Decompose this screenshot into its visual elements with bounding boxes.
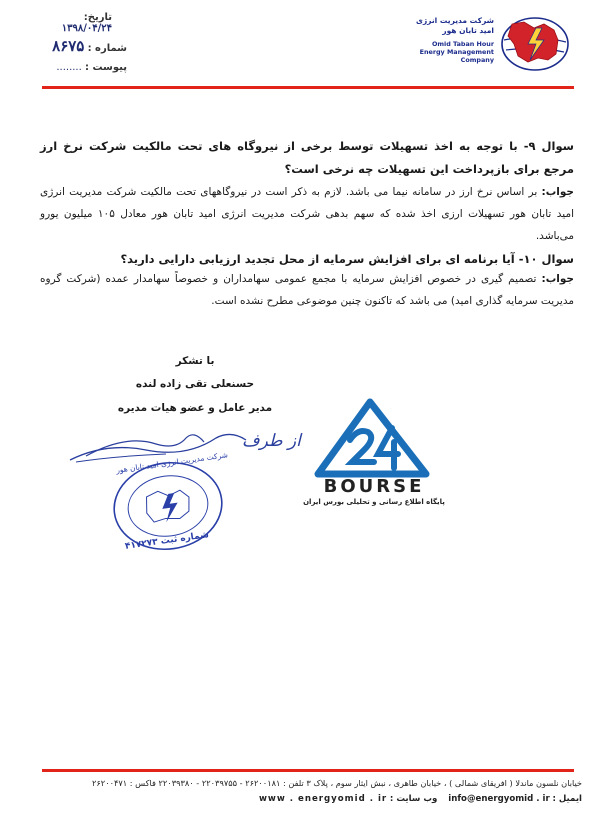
stamp-text-bottom: شماره ثبت ۴۱۷۲۷۳ (124, 530, 210, 552)
number-value: ۸۶۷۵ (52, 37, 85, 55)
stamp-text-top: شرکت مدیریت انرژی امید تابان هور (115, 450, 229, 475)
signer-name: حسنعلی تقی زاده لنده (135, 378, 255, 390)
attachment-row (42, 62, 127, 73)
date-label: تاریخ: (83, 12, 112, 23)
bourse-logo-icon (312, 398, 432, 478)
header-divider (42, 86, 574, 89)
answer-10 (40, 268, 574, 312)
signature-script: از طرف (242, 431, 301, 451)
iran-map-icon (500, 14, 570, 72)
question-10: سوال ۱۰- آیا برنامه ای برای افزایش سرمایه از محل تجدید ارزیابی دارایی دارید؟ (120, 252, 574, 266)
number-row (42, 37, 127, 55)
question-9: سوال ۹- با توجه به اخذ تسهیلات توسط برخی از نیروگاه های تحت مالکیت شرکت نرخ ارز مرجع برای بازپرداخت این تسهیلات چه نرخی است؟ (40, 139, 574, 176)
bourse-tagline: پایگاه اطلاع رسانی و تحلیلی بورس ایران (303, 498, 445, 506)
attachment-label: پیوست : (84, 62, 127, 73)
website-label: وب سایت : (389, 794, 438, 804)
answer-10-text: تصمیم گیری در خصوص افزایش سرمایه با مجمع عمومی سهامداران و خصوصاً سهامدار عمده (شرکت گروه مدیریت سرمایه گذاری امید) می باشد که تاکنون چنین موضوعی مطرح نشده است. (40, 273, 574, 307)
footer-contacts (42, 794, 582, 804)
date-row (42, 12, 112, 34)
answer-9-text: بر اساس نرخ ارز در سامانه نیما می باشد. لازم به ذکر است در نیروگاههای تحت مالکیت شرکت مدیریت انرژی امید تابان هور تسهیلات ارزی اخذ شده که سهم بدهی شرکت مدیریت انرژی امید تابان هور معادل ۱۰۵ میلیون یورو می‌باشد. (40, 186, 574, 242)
website-link[interactable]: www . energyomid . ir (258, 794, 388, 804)
logo-en-line2: Energy Management (419, 48, 494, 56)
email-label: ایمیل : (552, 794, 582, 804)
number-label: شماره : (87, 43, 127, 54)
closing-thanks: با تشکر (175, 355, 215, 367)
footer-address: خیابان نلسون ماندلا ( افریقای شمالی ) ، خیابان طاهری ، نبش ایثار سوم ، پلاک ۳ تلفن : ۲۶۲۰۰۱۸۱ - ۲۲۰۳۹۷۵۵ - ۲۲۰۳۹۳۸۰ فاکس : ۲۶۲۰۰۴۷۱ (92, 778, 582, 788)
logo-en-line3: Company (460, 56, 494, 64)
email-link[interactable]: info@energyomid . ir (448, 794, 550, 804)
attachment-value: ........ (56, 62, 82, 73)
answer-9 (40, 181, 574, 247)
answer-10-label: جواب: (541, 273, 574, 285)
logo-fa-line2: امید تابان هور (442, 26, 494, 35)
company-logo (412, 14, 572, 72)
date-value: ۱۳۹۸/۰۴/۲۴ (61, 23, 112, 34)
logo-en-line1: Omid Taban Hour (431, 40, 494, 48)
bourse-wordmark: BOURSE (323, 476, 425, 497)
logo-fa-line1: شرکت مدیریت انرژی (415, 16, 494, 25)
footer-divider (42, 769, 574, 772)
answer-9-label: جواب: (541, 186, 574, 198)
signer-title: مدیر عامل و عضو هیات مدیره (117, 402, 273, 414)
